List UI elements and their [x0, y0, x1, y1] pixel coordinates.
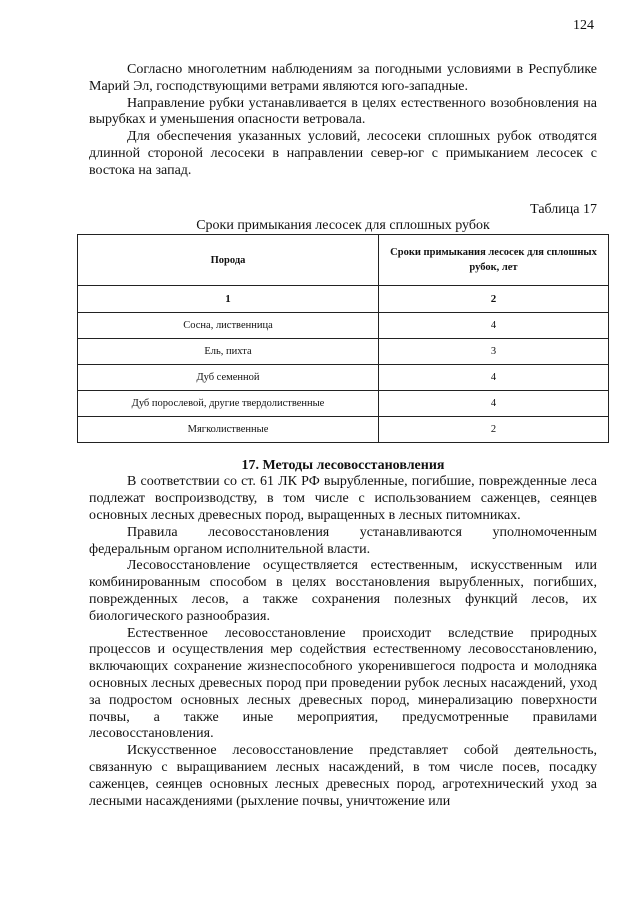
table-caption: Сроки примыкания лесосек для сплошных рубок — [196, 218, 490, 234]
paragraph-rules: Правила лесовосстановления устанавливаются уполномоченным федеральным органом исполнительной власти. — [89, 524, 597, 557]
paragraph-cutting-areas: Для обеспечения указанных условий, лесосеки сплошных рубок отводятся длинной стороной лесосеки в направлении север-юг с примыканием лесосек с востока на запад. — [89, 129, 597, 178]
table-row — [78, 365, 609, 391]
table-row — [78, 391, 609, 417]
table-column-numbers-row — [78, 286, 609, 313]
table-cell-years: 4 — [379, 313, 609, 339]
section-heading: 17. Методы лесовосстановления — [241, 458, 445, 474]
header-species: Порода — [78, 235, 379, 286]
table-cell-species: Мягколиственные — [78, 417, 379, 443]
table-label: Таблица 17 — [530, 201, 597, 217]
table-cell-species: Ель, пихта — [78, 339, 379, 365]
table-row — [78, 417, 609, 443]
adjacency-deadlines-table — [77, 234, 609, 443]
paragraph-artificial-restoration: Искусственное лесовосстановление представляет собой деятельность, связанную с выращиванием лесных насаждений, в том числе посев, посадку саженцев, сеянцев основных лесных древесных пород, агротехнический уход за лесными насаждениями (рыхление почвы, уничтожение или — [89, 743, 597, 809]
table-cell-species: Сосна, лиственница — [78, 313, 379, 339]
table-row — [78, 339, 609, 365]
table-cell-years: 2 — [379, 417, 609, 443]
table-row — [78, 313, 609, 339]
header-adjacency-years: Сроки примыкания лесосек для сплошных рубок, лет — [379, 235, 609, 286]
page-number: 124 — [573, 18, 594, 33]
column-number: 2 — [379, 286, 609, 313]
paragraph-prevailing-winds: Согласно многолетним наблюдениям за погодными условиями в Республике Марий Эл, господствующими ветрами являются юго-западные. — [89, 62, 597, 94]
page-content — [89, 62, 597, 810]
table-cell-years: 3 — [379, 339, 609, 365]
table-header-row — [78, 235, 609, 286]
paragraph-methods: Лесовосстановление осуществляется естественным, искусственным или комбинированным способом в целях восстановления вырубленных, погибших, поврежденных лесов, а также сохранения полезных функций лесов, их биологического разнообразия. — [89, 558, 597, 624]
table-cell-species: Дуб семенной — [78, 365, 379, 391]
paragraph-cutting-direction: Направление рубки устанавливается в целях естественного возобновления на вырубках и уменьшения опасности ветровала. — [89, 95, 597, 128]
table-cell-years: 4 — [379, 365, 609, 391]
table-cell-species: Дуб порослевой, другие твердолиственные — [78, 391, 379, 417]
table-cell-years: 4 — [379, 391, 609, 417]
paragraph-reproduction: В соответствии со ст. 61 ЛК РФ вырубленные, погибшие, поврежденные леса подлежат воспроизводству, в том числе с использованием саженцев, сеянцев основных лесных древесных пород, выращенных в лесных питомниках. — [89, 474, 597, 523]
paragraph-natural-restoration: Естественное лесовосстановление происходит вследствие природных процессов и осуществления мер содействия естественному лесовосстановлению, включающих сохранение жизнеспособного укоренившегося подроста и молодняка основных лесных древесных пород при проведении рубок лесных насаждений, уход за подростом основных лесных древесных пород, минерализацию поверхности почвы, а также иные мероприятия, предусмотренные правилами лесовосстановления. — [89, 625, 597, 742]
column-number: 1 — [78, 286, 379, 313]
